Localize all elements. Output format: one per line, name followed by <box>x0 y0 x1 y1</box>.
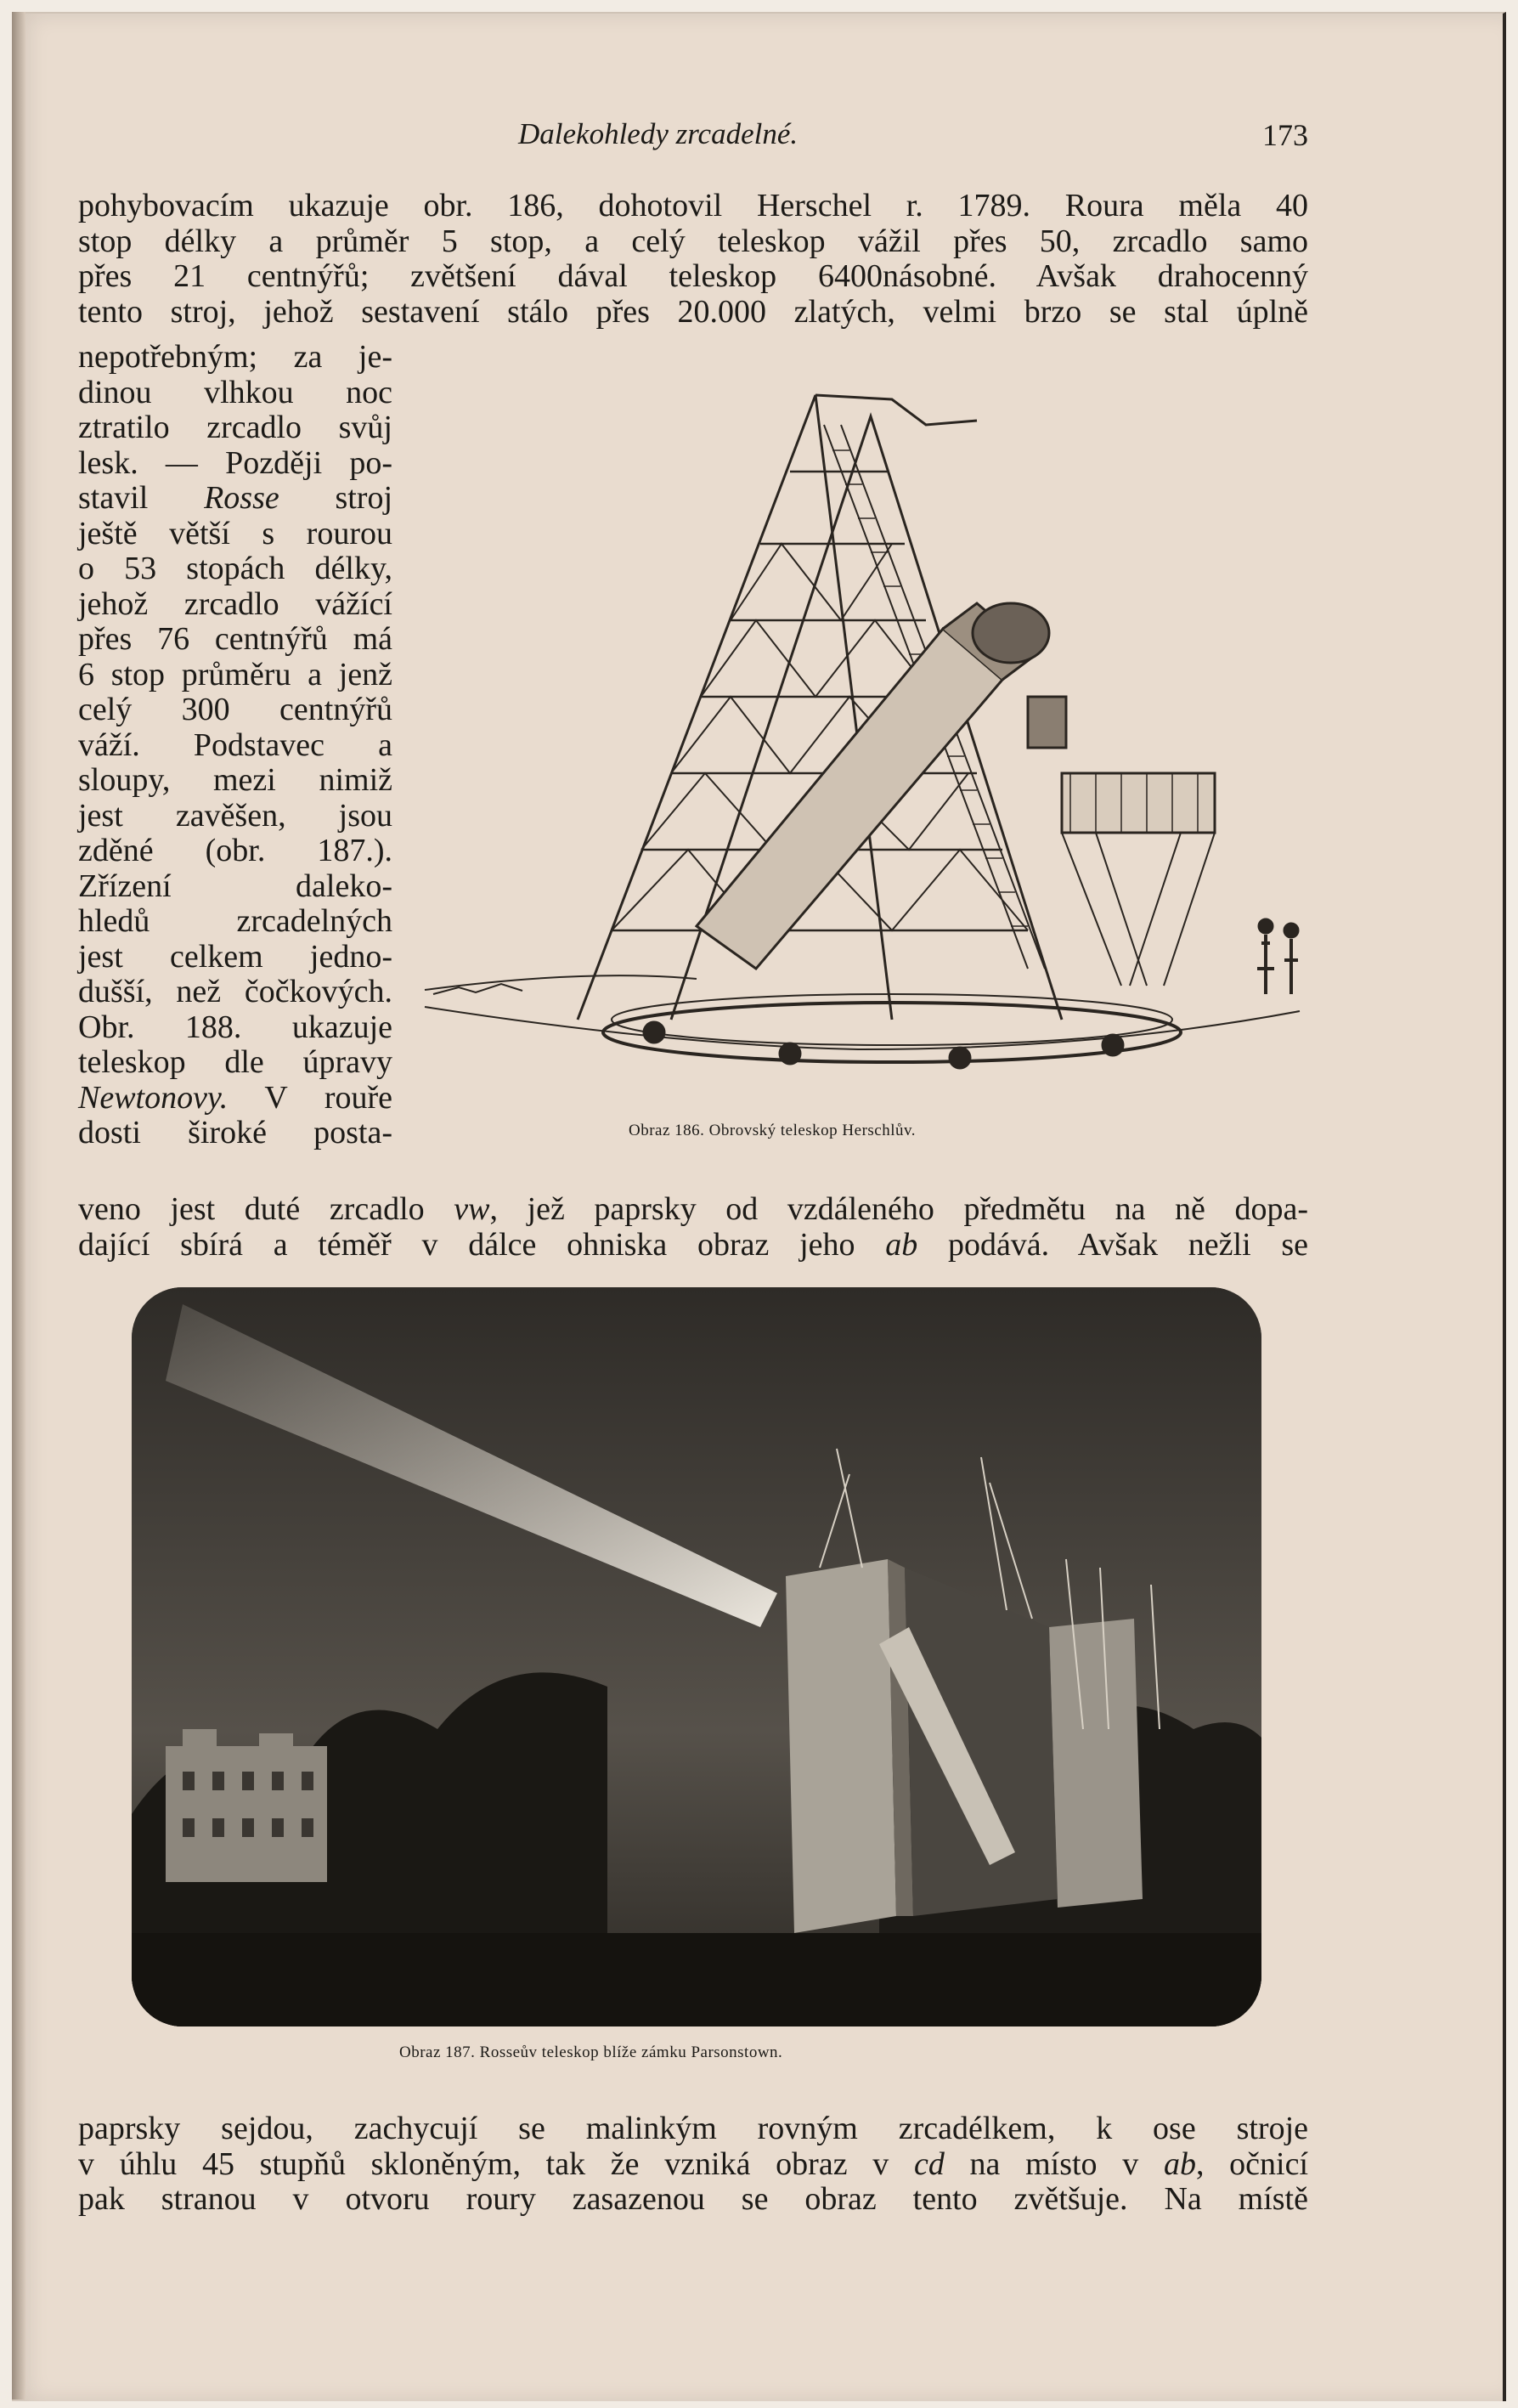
text-line: sloupy, mezi nimiž <box>78 762 392 798</box>
page-number: 173 <box>1262 118 1308 152</box>
text-line: Obr. 188. ukazuje <box>78 1009 392 1045</box>
text-line: 6 stop průměru a jenž <box>78 656 392 692</box>
text-line: teleskop dle úpravy <box>78 1044 392 1080</box>
figure-187-caption: Obraz 187. Rosseův teleskop blíže zámku Parsonstown. <box>399 2043 783 2061</box>
text-line: Newtonovy. V rouře <box>78 1079 392 1116</box>
text-line: nepotřebným; za je- <box>78 339 392 375</box>
text-line: stavil Rosse stroj <box>78 480 393 516</box>
text-line: přes 21 centnýřů; zvětšení dával teleskop 6400násobné. Avšak drahocenný <box>78 258 1308 294</box>
text-line: jest celkem jedno- <box>78 938 392 975</box>
text-line: zděné (obr. 187.). <box>78 833 392 868</box>
text-line: paprsky sejdou, zachycují se malinkým rovným zrcadélkem, k ose stroje <box>78 2111 1308 2146</box>
name-newton: Newtonovy. <box>78 1079 229 1116</box>
figure-187-rosse-telescope <box>132 1287 1261 2026</box>
text-line: celý 300 centnýřů <box>78 692 392 727</box>
text-line: v úhlu 45 stupňů skloněným, tak že vzniká obraz v cd na místo v ab, očnicí <box>78 2145 1308 2182</box>
text-line: ztratilo zrcadlo svůj <box>78 410 392 445</box>
text-line: hledů zrcadelných <box>78 903 392 939</box>
text-line: váží. Podstavec a <box>78 726 392 763</box>
figure-186-herschel-telescope <box>416 374 1308 1122</box>
text-line: jehož zrcadlo vážící <box>78 585 392 622</box>
text-line: přes 76 centnýřů má <box>78 621 392 657</box>
text-line: stop délky a průměr 5 stop, a celý teleskop vážil přes 50, zrcadlo samo <box>78 223 1308 259</box>
text-line: veno jest duté zrcadlo vw, jež paprsky od vzdáleného předmětu na ně dopa- <box>78 1191 1308 1227</box>
page-gutter <box>12 12 25 2400</box>
text-line: jest zavěšen, jsou <box>78 797 392 834</box>
name-rosse: Rosse <box>204 480 279 516</box>
text-line: dušší, než čočkových. <box>78 974 392 1009</box>
text-line: dosti široké posta- <box>78 1115 392 1150</box>
text-line: ještě větší s rourou <box>78 515 392 551</box>
text-line: Zřízení daleko- <box>78 868 392 904</box>
text-line: dinou vlhkou noc <box>78 374 392 410</box>
text-line: dající sbírá a téměř v dálce ohniska obraz jeho ab podává. Avšak nežli se <box>78 1226 1308 1263</box>
text-line: tento stroj, jehož sestavení stálo přes 20.000 zlatých, velmi brzo se stal úplně <box>78 293 1308 330</box>
text-line: lesk. — Později po- <box>78 444 392 481</box>
figure-186-caption: Obraz 186. Obrovský teleskop Herschlův. <box>629 1122 917 1139</box>
text-line: pohybovacím ukazuje obr. 186, dohotovil Herschel r. 1789. Roura měla 40 <box>78 188 1308 223</box>
paragraph-top <box>78 189 1308 330</box>
paragraph-bottom <box>78 2111 1308 2218</box>
text-line: pak stranou v otvoru roury zasazenou se obraz tento zvětšuje. Na místě <box>78 2181 1308 2217</box>
paragraph-narrow-column <box>78 340 392 1151</box>
paragraph-after-fig186 <box>78 1192 1308 1263</box>
page-header <box>76 117 1308 160</box>
running-head: Dalekohledy zrcadelné. <box>518 117 799 150</box>
text-line: o 53 stopách délky, <box>78 551 392 586</box>
